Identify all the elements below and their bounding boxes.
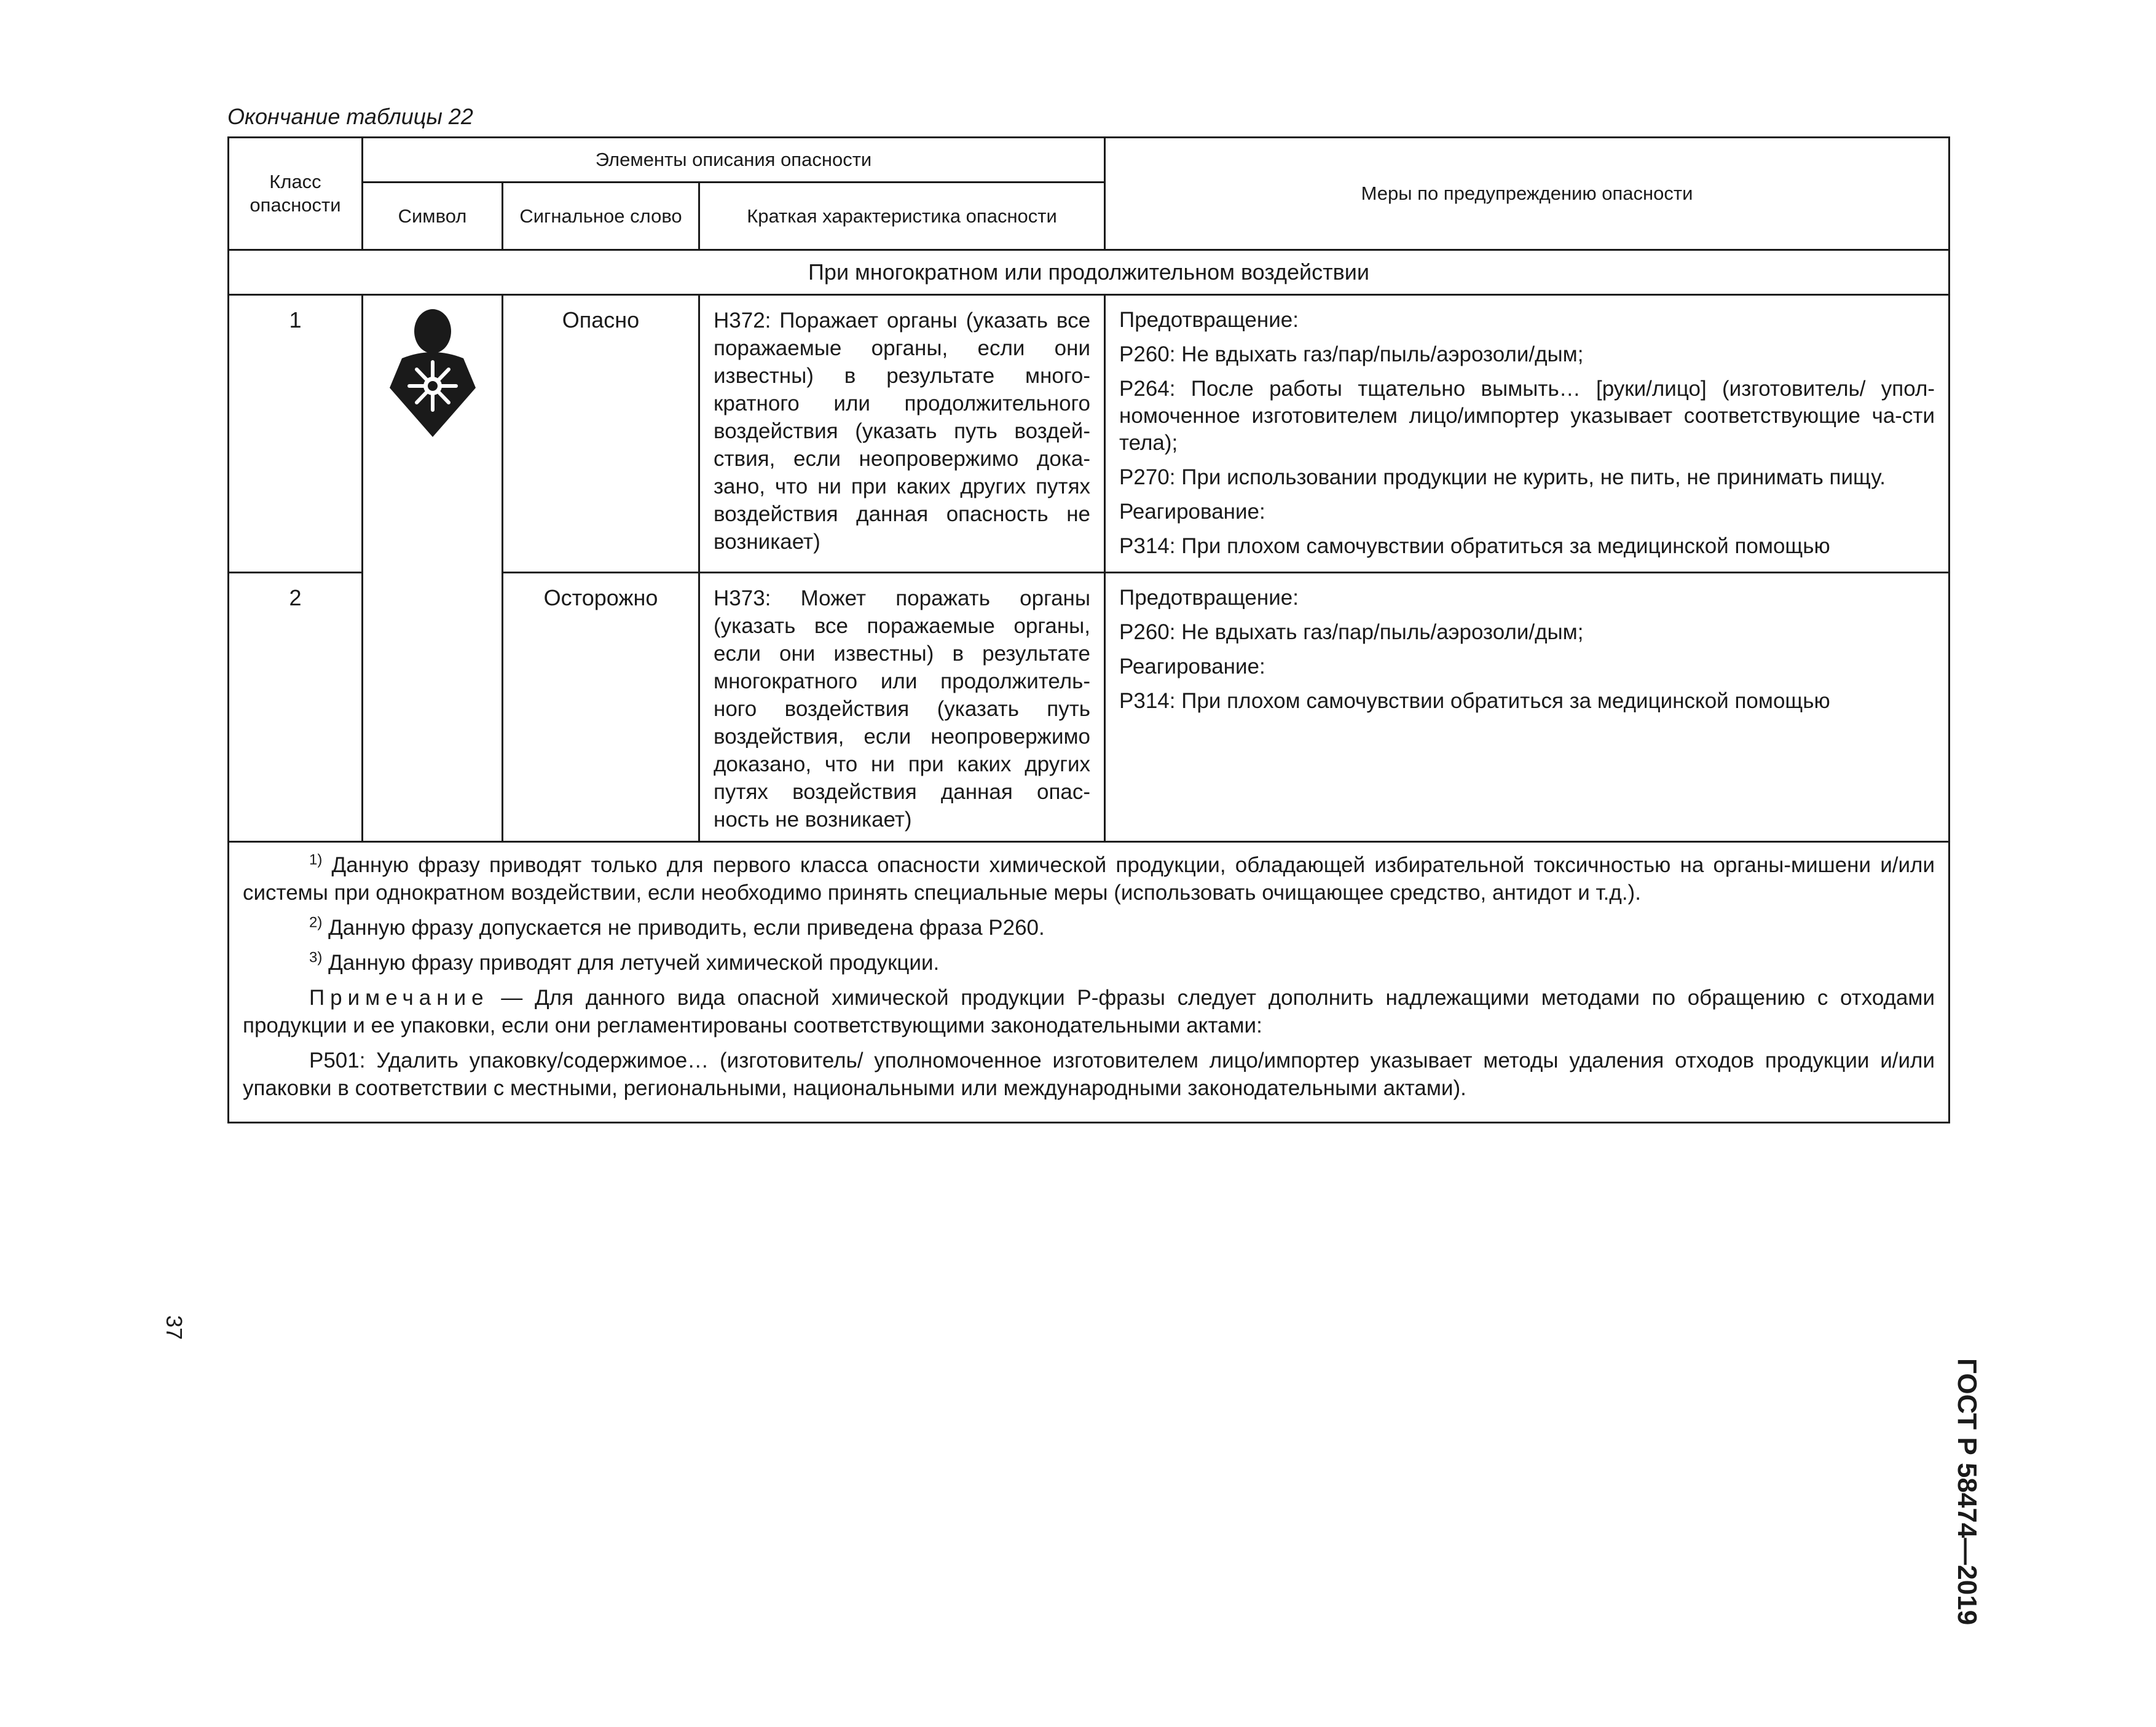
footnote-mark: 2) <box>309 914 323 931</box>
document-code: ГОСТ Р 58474—2019 <box>1952 1358 1982 1626</box>
footnote-text: Данную фразу приводят только для первого класса опасности химической продукции, обладающей избирательной токсичностью на органы-мишени и/или системы при однократном воздействии, если необходимо принять специальные меры (использовать очищающее средство, антидот и т.д.). <box>243 853 1935 905</box>
header-hazard-statement: Краткая характеристика опасности <box>699 183 1105 250</box>
measure-line: Р260: Не вдыхать газ/пар/пыль/аэрозоли/дым; <box>1119 342 1584 366</box>
measures-cell <box>1105 573 1949 842</box>
footnote-text: Данную фразу приводят для летучей химической продукции. <box>328 951 940 975</box>
health-hazard-pictogram-icon <box>384 308 482 443</box>
table-caption: Окончание таблицы 22 <box>227 104 473 129</box>
footnote <box>243 851 1935 907</box>
header-elements-group: Элементы описания опасности <box>363 138 1105 183</box>
header-hazard-class: Класс опасности <box>229 138 363 250</box>
measure-line: Р260: Не вдыхать газ/пар/пыль/аэрозоли/дым; <box>1119 620 1584 644</box>
measure-line: Предотвращение: <box>1119 308 1299 332</box>
header-signal-word: Сигнальное слово <box>503 183 699 250</box>
signal-word-cell: Осторожно <box>503 573 699 842</box>
footnote-mark: 1) <box>309 851 323 868</box>
section-title: При многократном или продолжительном воздействии <box>229 250 1949 295</box>
page-number: 37 <box>162 1315 187 1340</box>
footnote <box>243 949 1935 977</box>
hazard-table <box>227 136 1950 1123</box>
measures-cell <box>1105 295 1949 573</box>
header-symbol: Символ <box>363 183 503 250</box>
hazard-class-cell: 1 <box>229 295 363 573</box>
symbol-cell <box>363 295 503 842</box>
header-precautionary: Меры по предупреждению опасности <box>1105 138 1949 250</box>
table-row <box>229 295 1949 573</box>
footnote-mark: 3) <box>309 949 323 966</box>
measure-line: Реагирование: <box>1119 655 1265 679</box>
measure-line: Р314: При плохом самочувствии обратиться за медицинской помощью <box>1119 534 1830 558</box>
signal-word-cell: Опасно <box>503 295 699 573</box>
note-text: — Для данного вида опасной химической продукции Р-фразы следует дополнить надлежащими методами по обращению с отходами продукции и ее упаковки, если они регламентированы соответствующими законодательными актами: <box>243 986 1935 1037</box>
measure-line: Р314: При плохом самочувствии обратиться за медицинской помощью <box>1119 689 1830 713</box>
note <box>243 984 1935 1039</box>
measure-line: Реагирование: <box>1119 500 1265 524</box>
measure-line: Предотвращение: <box>1119 586 1299 610</box>
p501-statement: Р501: Удалить упаковку/содержимое… (изготовитель/ уполномоченное изготовителем лицо/импортер указывает методы удаления отходов продукции и/или упаковки в соответствии с местными, региональными, национальными или международными законодательными актами). <box>243 1048 1935 1100</box>
hazard-statement-cell: Н372: Поражает органы (указать все поражаемые органы, если они известны) в результате много-кратного или продолжительного воздействия (указать путь воздей-ствия, если неопровержимо дока-зано, что ни при каких других путях воздействия данная опасность не возникает) <box>699 295 1105 573</box>
measure-line: Р270: При использовании продукции не курить, не пить, не принимать пищу. <box>1119 465 1886 489</box>
footnotes-cell <box>229 842 1949 1123</box>
footnote-text: Данную фразу допускается не приводить, если приведена фраза Р260. <box>328 916 1045 940</box>
note-label: Примечание <box>309 986 489 1010</box>
hazard-statement-cell: Н373: Может поражать органы (указать все поражаемые органы, если они известны) в результате многократного или продолжитель-ного воздействия (указать путь воздействия, если неопровержимо доказано, что ни при каких других путях воздействия данная опас-ность не возникает) <box>699 573 1105 842</box>
measure-line: Р264: После работы тщательно вымыть… [руки/лицо] (изготовитель/ упол-номоченное изготовителем лицо/импортер указывает соответствующие ча-сти тела); <box>1119 377 1935 455</box>
hazard-class-cell: 2 <box>229 573 363 842</box>
footnote <box>243 914 1935 942</box>
